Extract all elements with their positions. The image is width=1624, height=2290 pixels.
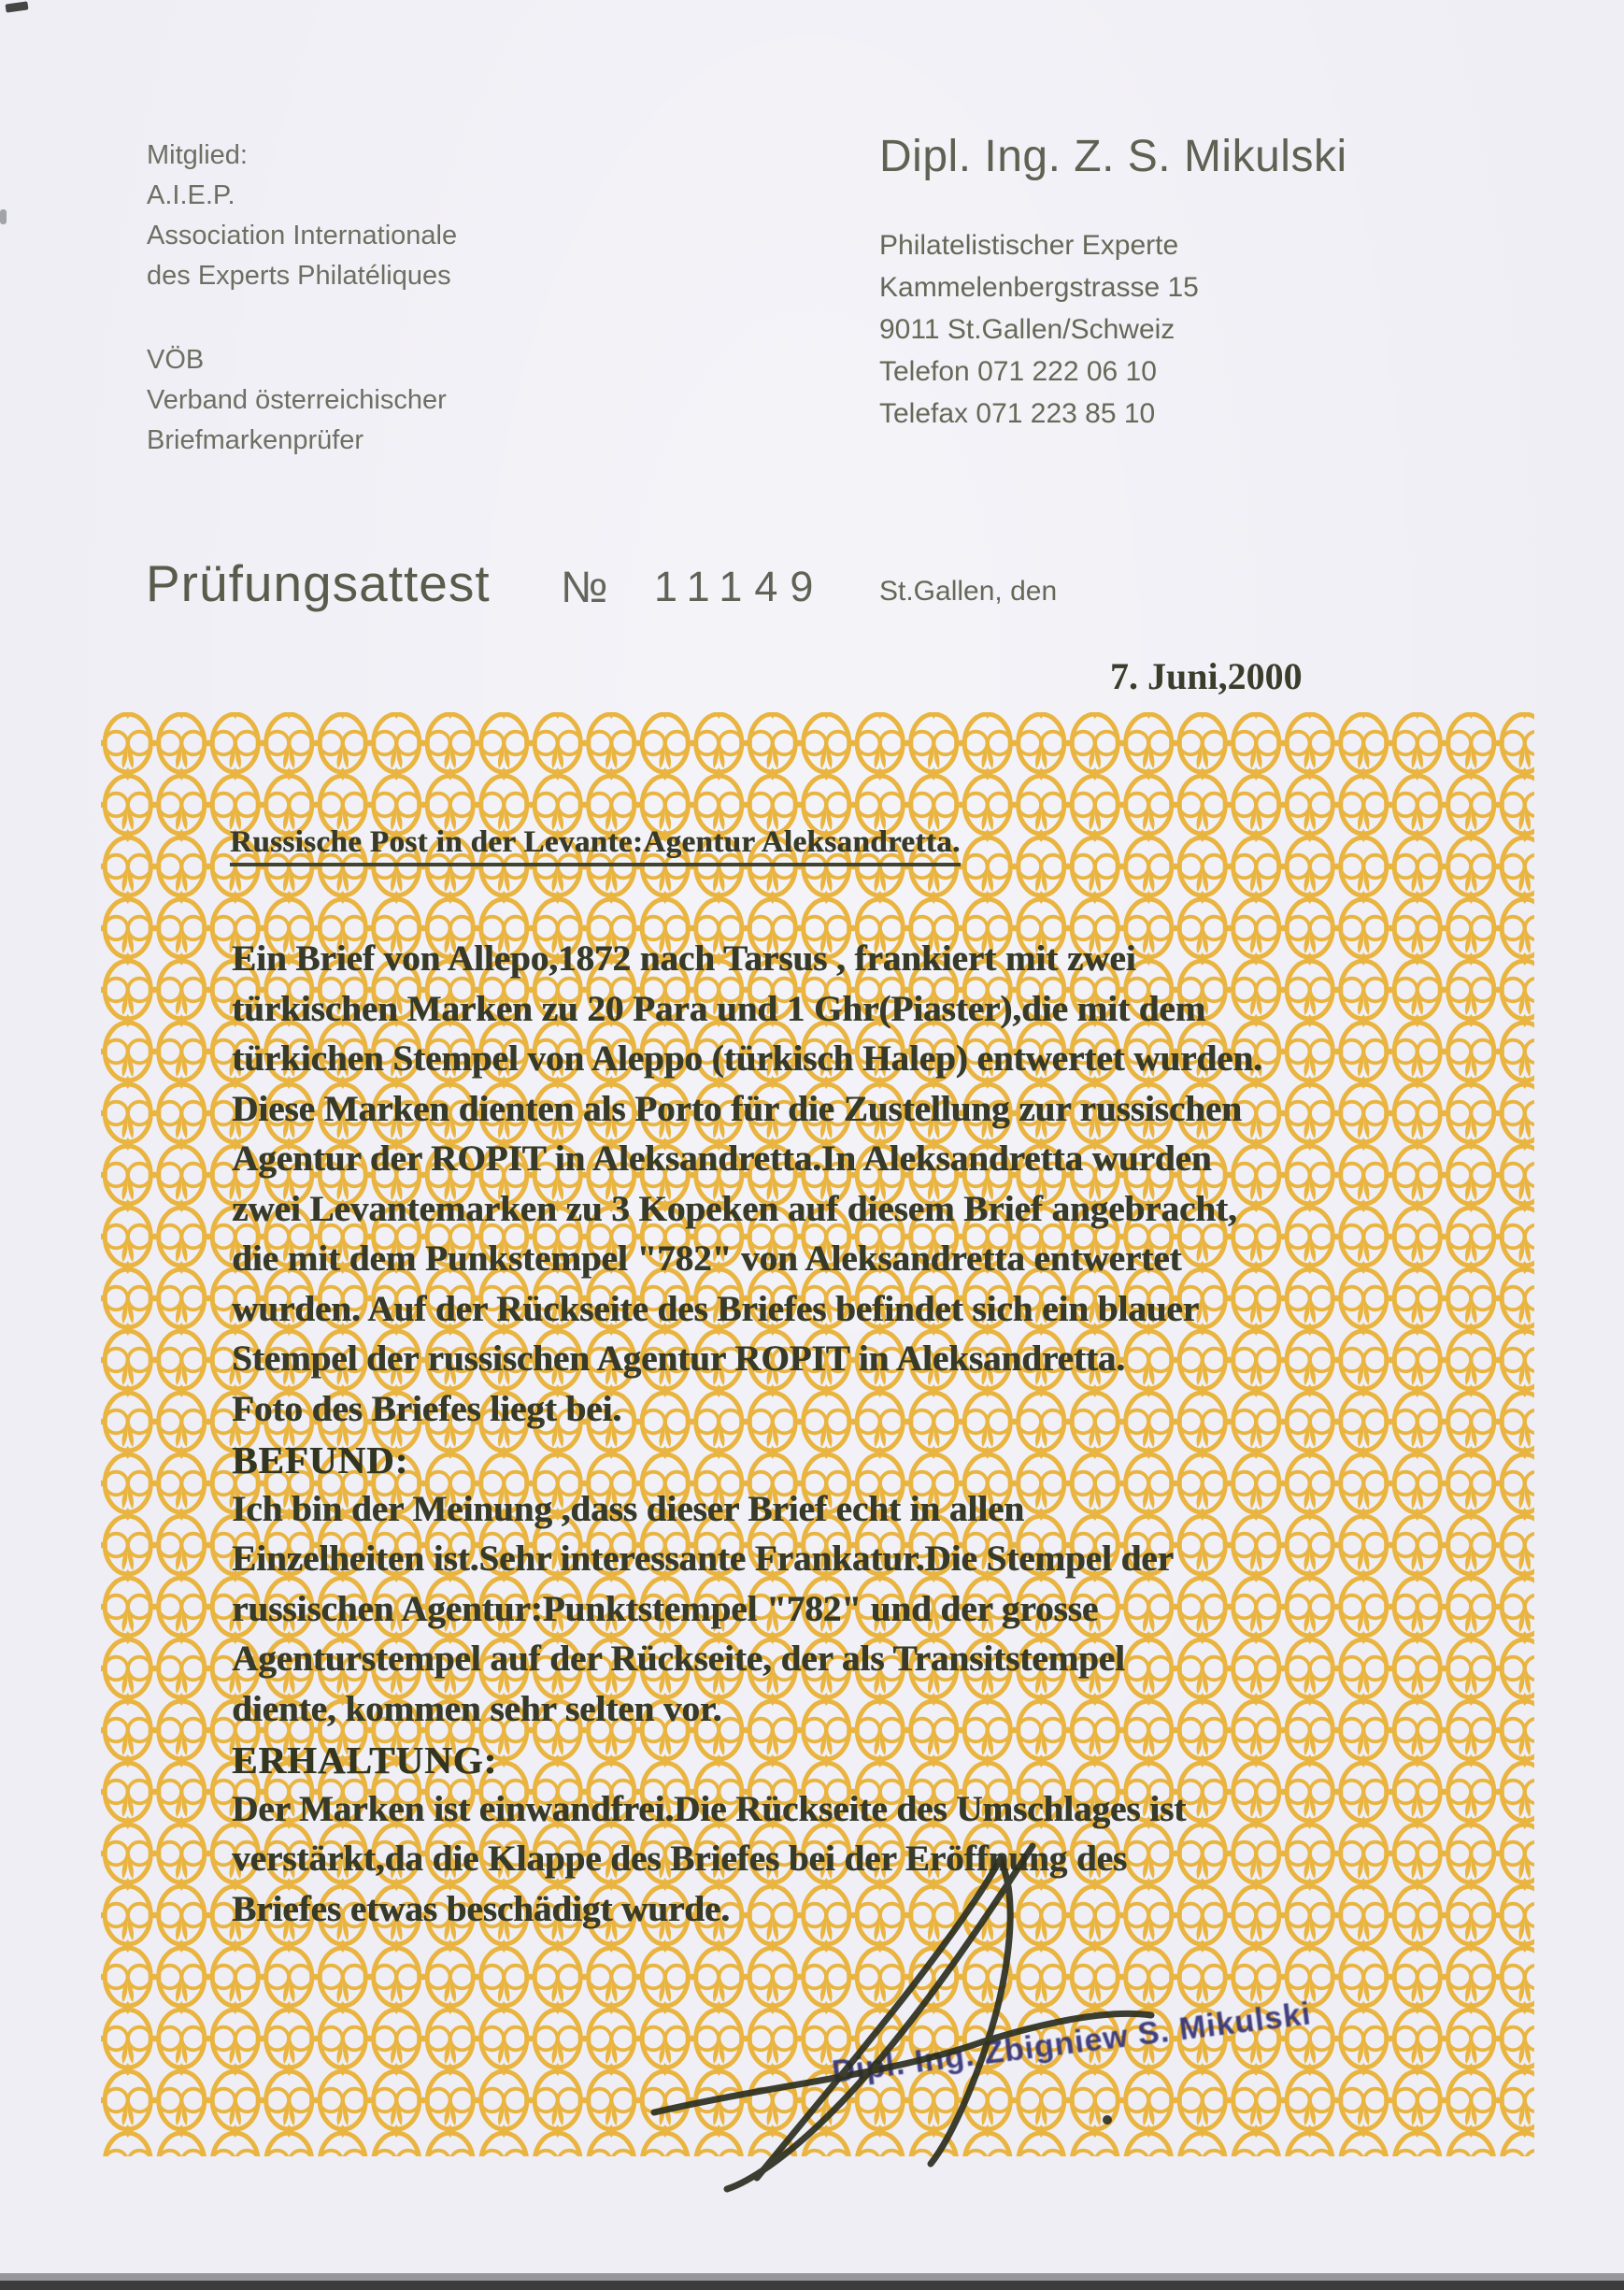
certificate-title: Prüfungsattest xyxy=(146,554,491,612)
scan-edge-bar-dark xyxy=(0,2281,1624,2290)
certificate-date: 7. Juni,2000 xyxy=(1110,655,1303,697)
scan-speck xyxy=(5,1,28,12)
signature-stamp-text: Dipl. Ing. Zbigniew S. Mikulski xyxy=(830,1996,1314,2091)
handwritten-signature xyxy=(561,1823,1215,2206)
membership-line: Association Internationale xyxy=(147,221,458,250)
body-line: Agenturstempel auf der Rückseite, der als Transitstempel xyxy=(232,1639,1125,1679)
membership-block xyxy=(147,136,457,461)
body-line: ERHALTUNG: xyxy=(232,1739,498,1782)
membership-line: VÖB xyxy=(147,345,205,375)
contact-line: Kammelenbergstrasse 15 xyxy=(879,272,1199,303)
body-line: zwei Levantemarken zu 3 Kopeken auf diesem Brief angebracht, xyxy=(232,1188,1237,1229)
certificate-number-label: № xyxy=(561,562,608,611)
body-line: Briefes etwas beschädigt wurde. xyxy=(232,1888,730,1929)
body-line: diente, kommen sehr selten vor. xyxy=(232,1688,722,1729)
body-line: verstärkt,da die Klappe des Briefes bei der Eröffnung des xyxy=(232,1839,1128,1879)
body-line: Ich bin der Meinung ,dass dieser Brief echt in allen xyxy=(232,1488,1024,1529)
certificate-place: St.Gallen, den xyxy=(879,576,1058,607)
membership-line: des Experts Philatéliques xyxy=(147,261,451,291)
scan-edge-bar-light xyxy=(0,2273,1624,2281)
body-line: Der Marken ist einwandfrei.Die Rückseite des Umschlages ist xyxy=(232,1788,1187,1829)
contact-line: Telefax 071 223 85 10 xyxy=(879,398,1156,429)
contact-line: Telefon 071 222 06 10 xyxy=(879,356,1157,387)
contact-line: Philatelistischer Experte xyxy=(879,230,1179,261)
membership-line: Verband österreichischer xyxy=(147,385,447,415)
membership-label: Mitglied: xyxy=(147,140,248,170)
body-line: Einzelheiten ist.Sehr interessante Frankatur.Die Stempel der xyxy=(232,1539,1174,1579)
body-line: türkichen Stempel von Aleppo (türkisch Halep) entwertet wurden. xyxy=(232,1038,1262,1079)
membership-line: A.I.E.P. xyxy=(147,180,235,210)
body-line: Diese Marken dienten als Porto für die Zustellung zur russischen xyxy=(232,1088,1242,1129)
membership-group-voeb xyxy=(147,340,457,461)
document-body xyxy=(232,937,1409,1938)
contact-line: 9011 St.Gallen/Schweiz xyxy=(879,314,1175,345)
body-line: Ein Brief von Allepo,1872 nach Tarsus , frankiert mit zwei xyxy=(232,938,1136,979)
body-line: Foto des Briefes liegt bei. xyxy=(232,1388,621,1429)
membership-line: Briefmarkenprüfer xyxy=(147,425,364,455)
body-line: türkischen Marken zu 20 Para und 1 Ghr(Piaster),die mit dem xyxy=(232,988,1206,1029)
expert-name: Dipl. Ing. Z. S. Mikulski xyxy=(879,132,1347,181)
body-line: BEFUND: xyxy=(232,1438,409,1481)
body-line: russischen Agentur:Punktstempel "782" und der grosse xyxy=(232,1588,1099,1629)
body-line: Stempel der russischen Agentur ROPIT in Aleksandretta. xyxy=(232,1338,1125,1379)
certificate-number: 11149 xyxy=(654,563,826,610)
expert-contact-block xyxy=(879,224,1199,435)
body-line: Agentur der ROPIT in Aleksandretta.In Aleksandretta wurden xyxy=(232,1138,1212,1179)
body-line: wurden. Auf der Rückseite des Briefes befindet sich ein blauer xyxy=(232,1288,1199,1329)
membership-group-aiep xyxy=(147,176,457,296)
scan-edge-mark xyxy=(0,209,7,224)
body-line: die mit dem Punkstempel "782" von Aleksandretta entwertet xyxy=(232,1238,1182,1279)
document-heading: Russische Post in der Levante:Agentur Aleksandretta. xyxy=(230,825,961,866)
